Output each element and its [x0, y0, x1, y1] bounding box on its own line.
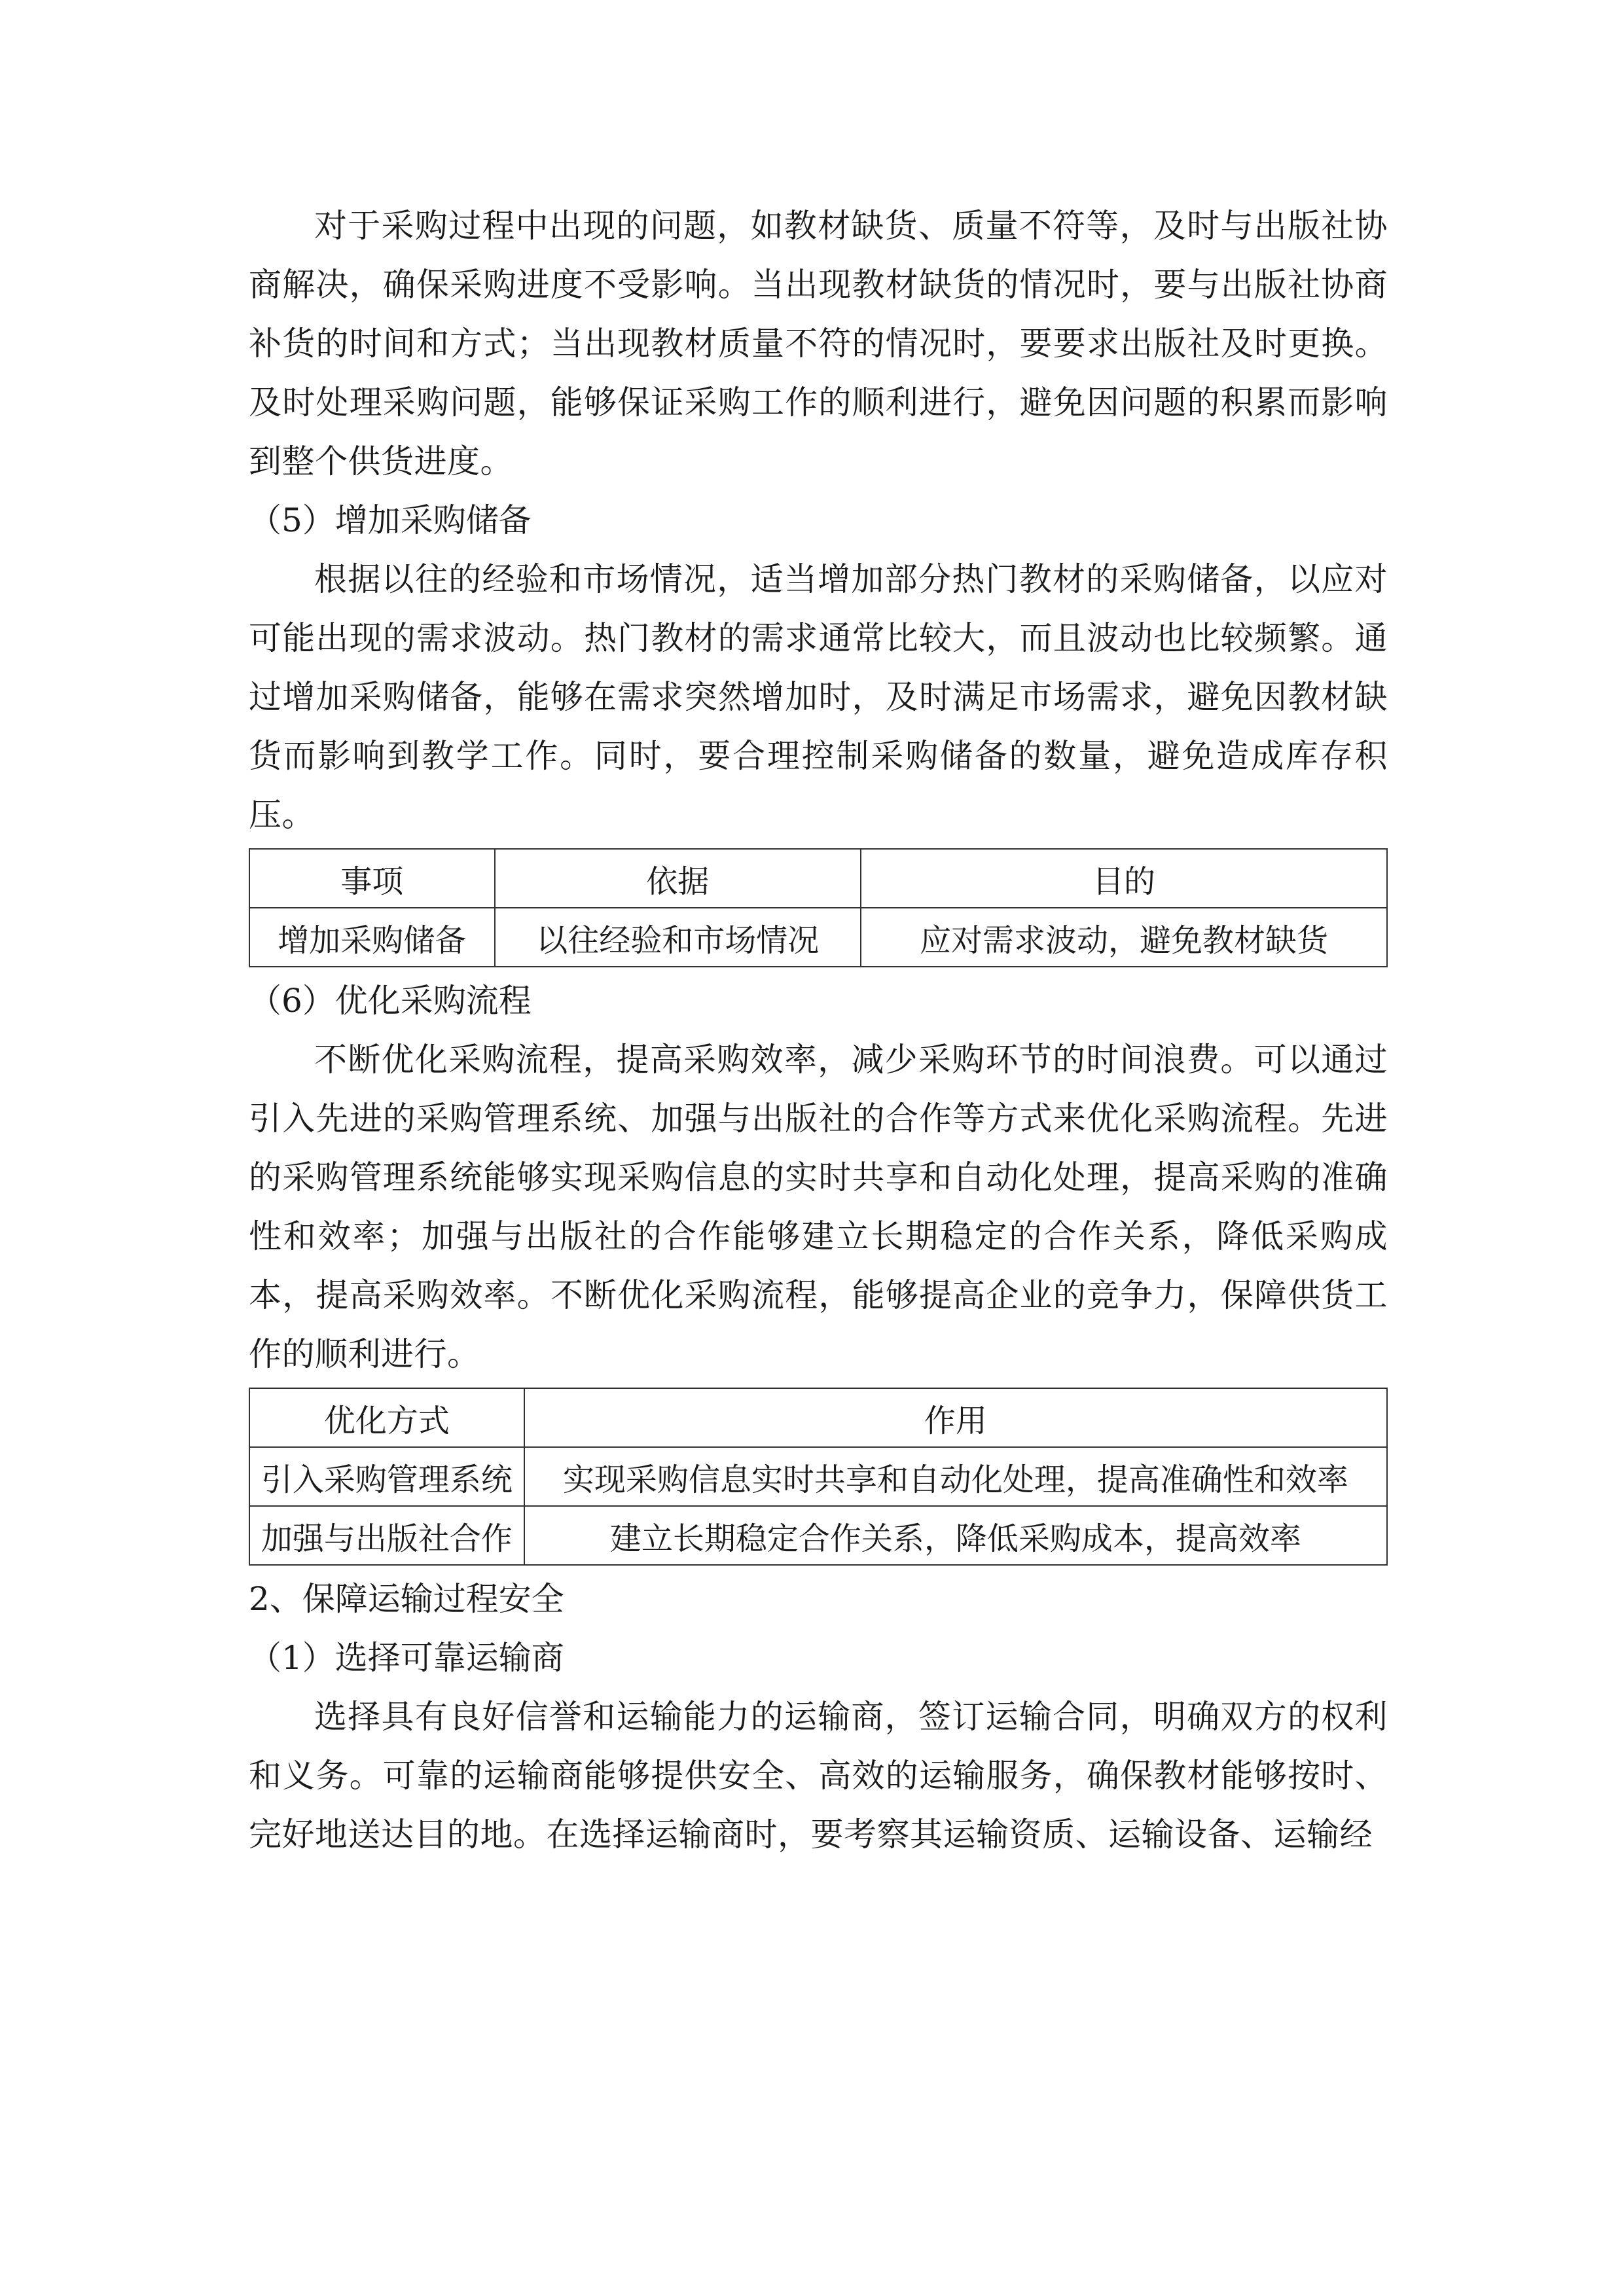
- table-cell: 实现采购信息实时共享和自动化处理，提高准确性和效率: [524, 1447, 1387, 1506]
- document-page: [249, 196, 1388, 1864]
- paragraph-optimize-process: 不断优化采购流程，提高采购效率，减少采购环节的时间浪费。可以通过引入先进的采购管理系统、加强与出版社的合作等方式来优化采购流程。先进的采购管理系统能够实现采购信息的实时共享和自动化处理，提高采购的准确性和效率；加强与出版社的合作能够建立长期稳定的合作关系，降低采购成本，提高采购效率。不断优化采购流程，能够提高企业的竞争力，保障供货工作的顺利进行。: [249, 1041, 1388, 1373]
- heading-increase-reserve: （5）增加采购储备: [249, 501, 532, 539]
- paragraph-reliable-carrier: 选择具有良好信誉和运输能力的运输商，签订运输合同，明确双方的权利和义务。可靠的运输商能够提供安全、高效的运输服务，确保教材能够按时、完好地送达目的地。在选择运输商时，要考察其运输资质、运输设备、运输经: [249, 1698, 1388, 1854]
- table-cell: 加强与出版社合作: [249, 1506, 524, 1565]
- table-cell: 引入采购管理系统: [249, 1447, 524, 1506]
- table-row: [249, 1506, 1387, 1565]
- table-header-cell: 作用: [524, 1388, 1387, 1447]
- paragraph-increase-reserve: 根据以往的经验和市场情况，适当增加部分热门教材的采购储备，以应对可能出现的需求波动。热门教材的需求通常比较大，而且波动也比较频繁。通过增加采购储备，能够在需求突然增加时，及时满足市场需求，避免因教材缺货而影响到教学工作。同时，要合理控制采购储备的数量，避免造成库存积压。: [249, 560, 1388, 834]
- table-header-cell: 优化方式: [249, 1388, 524, 1447]
- table-cell: 以往经验和市场情况: [495, 908, 861, 967]
- reserve-table: [249, 848, 1388, 967]
- table-row: [249, 908, 1387, 967]
- heading-transport-safety: 2、保障运输过程安全: [249, 1580, 564, 1618]
- table-header-row: [249, 849, 1387, 908]
- table-header-cell: 目的: [861, 849, 1387, 908]
- heading-optimize-process: （6）优化采购流程: [249, 982, 532, 1020]
- table-header-cell: 事项: [249, 849, 495, 908]
- table-cell: 应对需求波动，避免教材缺货: [861, 908, 1387, 967]
- table-header-row: [249, 1388, 1387, 1447]
- table-cell: 建立长期稳定合作关系，降低采购成本，提高效率: [524, 1506, 1387, 1565]
- heading-reliable-carrier: （1）选择可靠运输商: [249, 1639, 564, 1677]
- paragraph-procurement-issues: 对于采购过程中出现的问题，如教材缺货、质量不符等，及时与出版社协商解决，确保采购进度不受影响。当出现教材缺货的情况时，要与出版社协商补货的时间和方式；当出现教材质量不符的情况时，要要求出版社及时更换。及时处理采购问题，能够保证采购工作的顺利进行，避免因问题的积累而影响到整个供货进度。: [249, 207, 1388, 480]
- optimization-table: [249, 1388, 1388, 1566]
- table-row: [249, 1447, 1387, 1506]
- table-cell: 增加采购储备: [249, 908, 495, 967]
- table-header-cell: 依据: [495, 849, 861, 908]
